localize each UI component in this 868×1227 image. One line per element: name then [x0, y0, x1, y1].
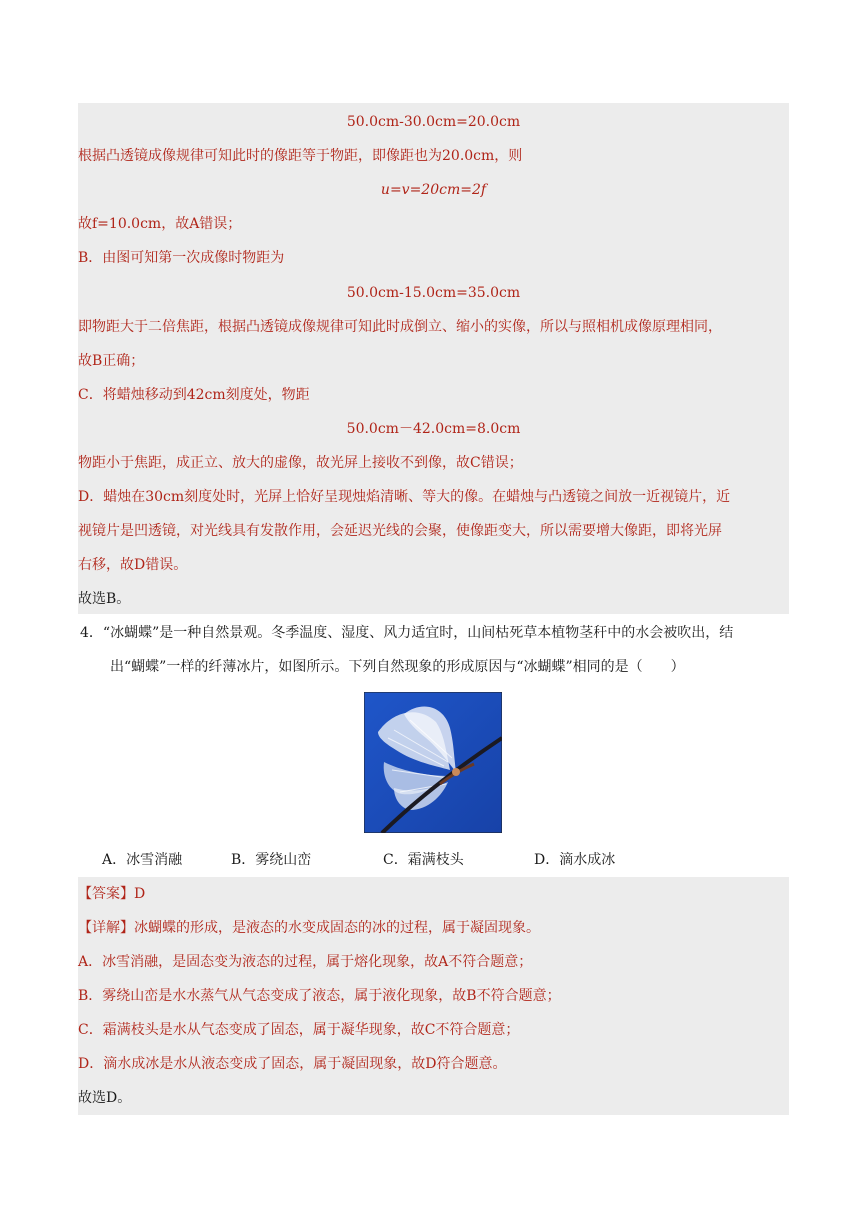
explanation-line: B．雾绕山峦是水水蒸气从气态变成了液态，属于液化现象，故B不符合题意；	[78, 988, 561, 1004]
conclusion-line: 故选B。	[78, 591, 131, 607]
text-line: 故f=10.0cm，故A错误；	[78, 216, 242, 232]
explanation-line: C．霜满枝头是水从气态变成了固态，属于凝华现象，故C不符合题意；	[78, 1022, 520, 1038]
equation-line: 50.0cm-15.0cm=35.0cm	[346, 285, 521, 301]
option-c: C．霜满枝头	[383, 852, 464, 868]
option-b: B．雾绕山峦	[231, 852, 312, 868]
answer-line: 【答案】D	[78, 886, 146, 902]
question-4-line-2: 出“蝴蝶”一样的纤薄冰片，如图所示。下列自然现象的形成原因与“冰蝴蝶”相同的是（ ）	[110, 659, 685, 675]
text-line: C．将蜡烛移动到42cm刻度处，物距	[78, 387, 310, 403]
text-line: 视镜片是凹透镜，对光线具有发散作用，会延迟光线的会聚，使像距变大，所以需要增大像距，即将光屏	[78, 523, 722, 539]
text-line: 右移，故D错误。	[78, 557, 188, 573]
equation-line: 50.0cm－42.0cm=8.0cm	[346, 421, 521, 437]
explanation-line: A．冰雪消融，是固态变为液态的过程，属于熔化现象，故A不符合题意；	[78, 954, 533, 970]
conclusion-line: 故选D。	[78, 1090, 132, 1106]
answer-block-lower	[78, 877, 789, 1115]
text-line: 即物距大于二倍焦距，根据凸透镜成像规律可知此时成倒立、缩小的实像，所以与照相机成像原理相同，	[78, 319, 722, 335]
text-line: 根据凸透镜成像规律可知此时的像距等于物距，即像距也为20.0cm，则	[78, 148, 523, 164]
text-line: 故B正确；	[78, 353, 145, 369]
equation-line: u=v=20cm=2f	[380, 182, 487, 198]
text-line: B．由图可知第一次成像时物距为	[78, 250, 285, 266]
option-a: A．冰雪消融	[102, 852, 183, 868]
explanation-line: D．滴水成冰是水从液态变成了固态，属于凝固现象，故D符合题意。	[78, 1056, 507, 1072]
equation-line: 50.0cm-30.0cm=20.0cm	[346, 114, 521, 130]
solution-block-upper	[78, 103, 789, 614]
question-4-line-1: 4．“冰蝴蝶”是一种自然景观。冬季温度、湿度、风力适宜时，山间枯死草本植物茎秆中的水会被吹出，结	[80, 625, 734, 641]
ice-butterfly-photo	[364, 692, 502, 833]
text-line: 物距小于焦距，成正立、放大的虚像，故光屏上接收不到像，故C错误；	[78, 455, 523, 471]
text-line: D．蜡烛在30cm刻度处时，光屏上恰好呈现烛焰清晰、等大的像。在蜡烛与凸透镜之间放一近视镜片，近	[78, 489, 731, 505]
explanation-line: 【详解】冰蝴蝶的形成，是液态的水变成固态的冰的过程，属于凝固现象。	[78, 920, 540, 936]
option-d: D．滴水成冰	[534, 852, 616, 868]
